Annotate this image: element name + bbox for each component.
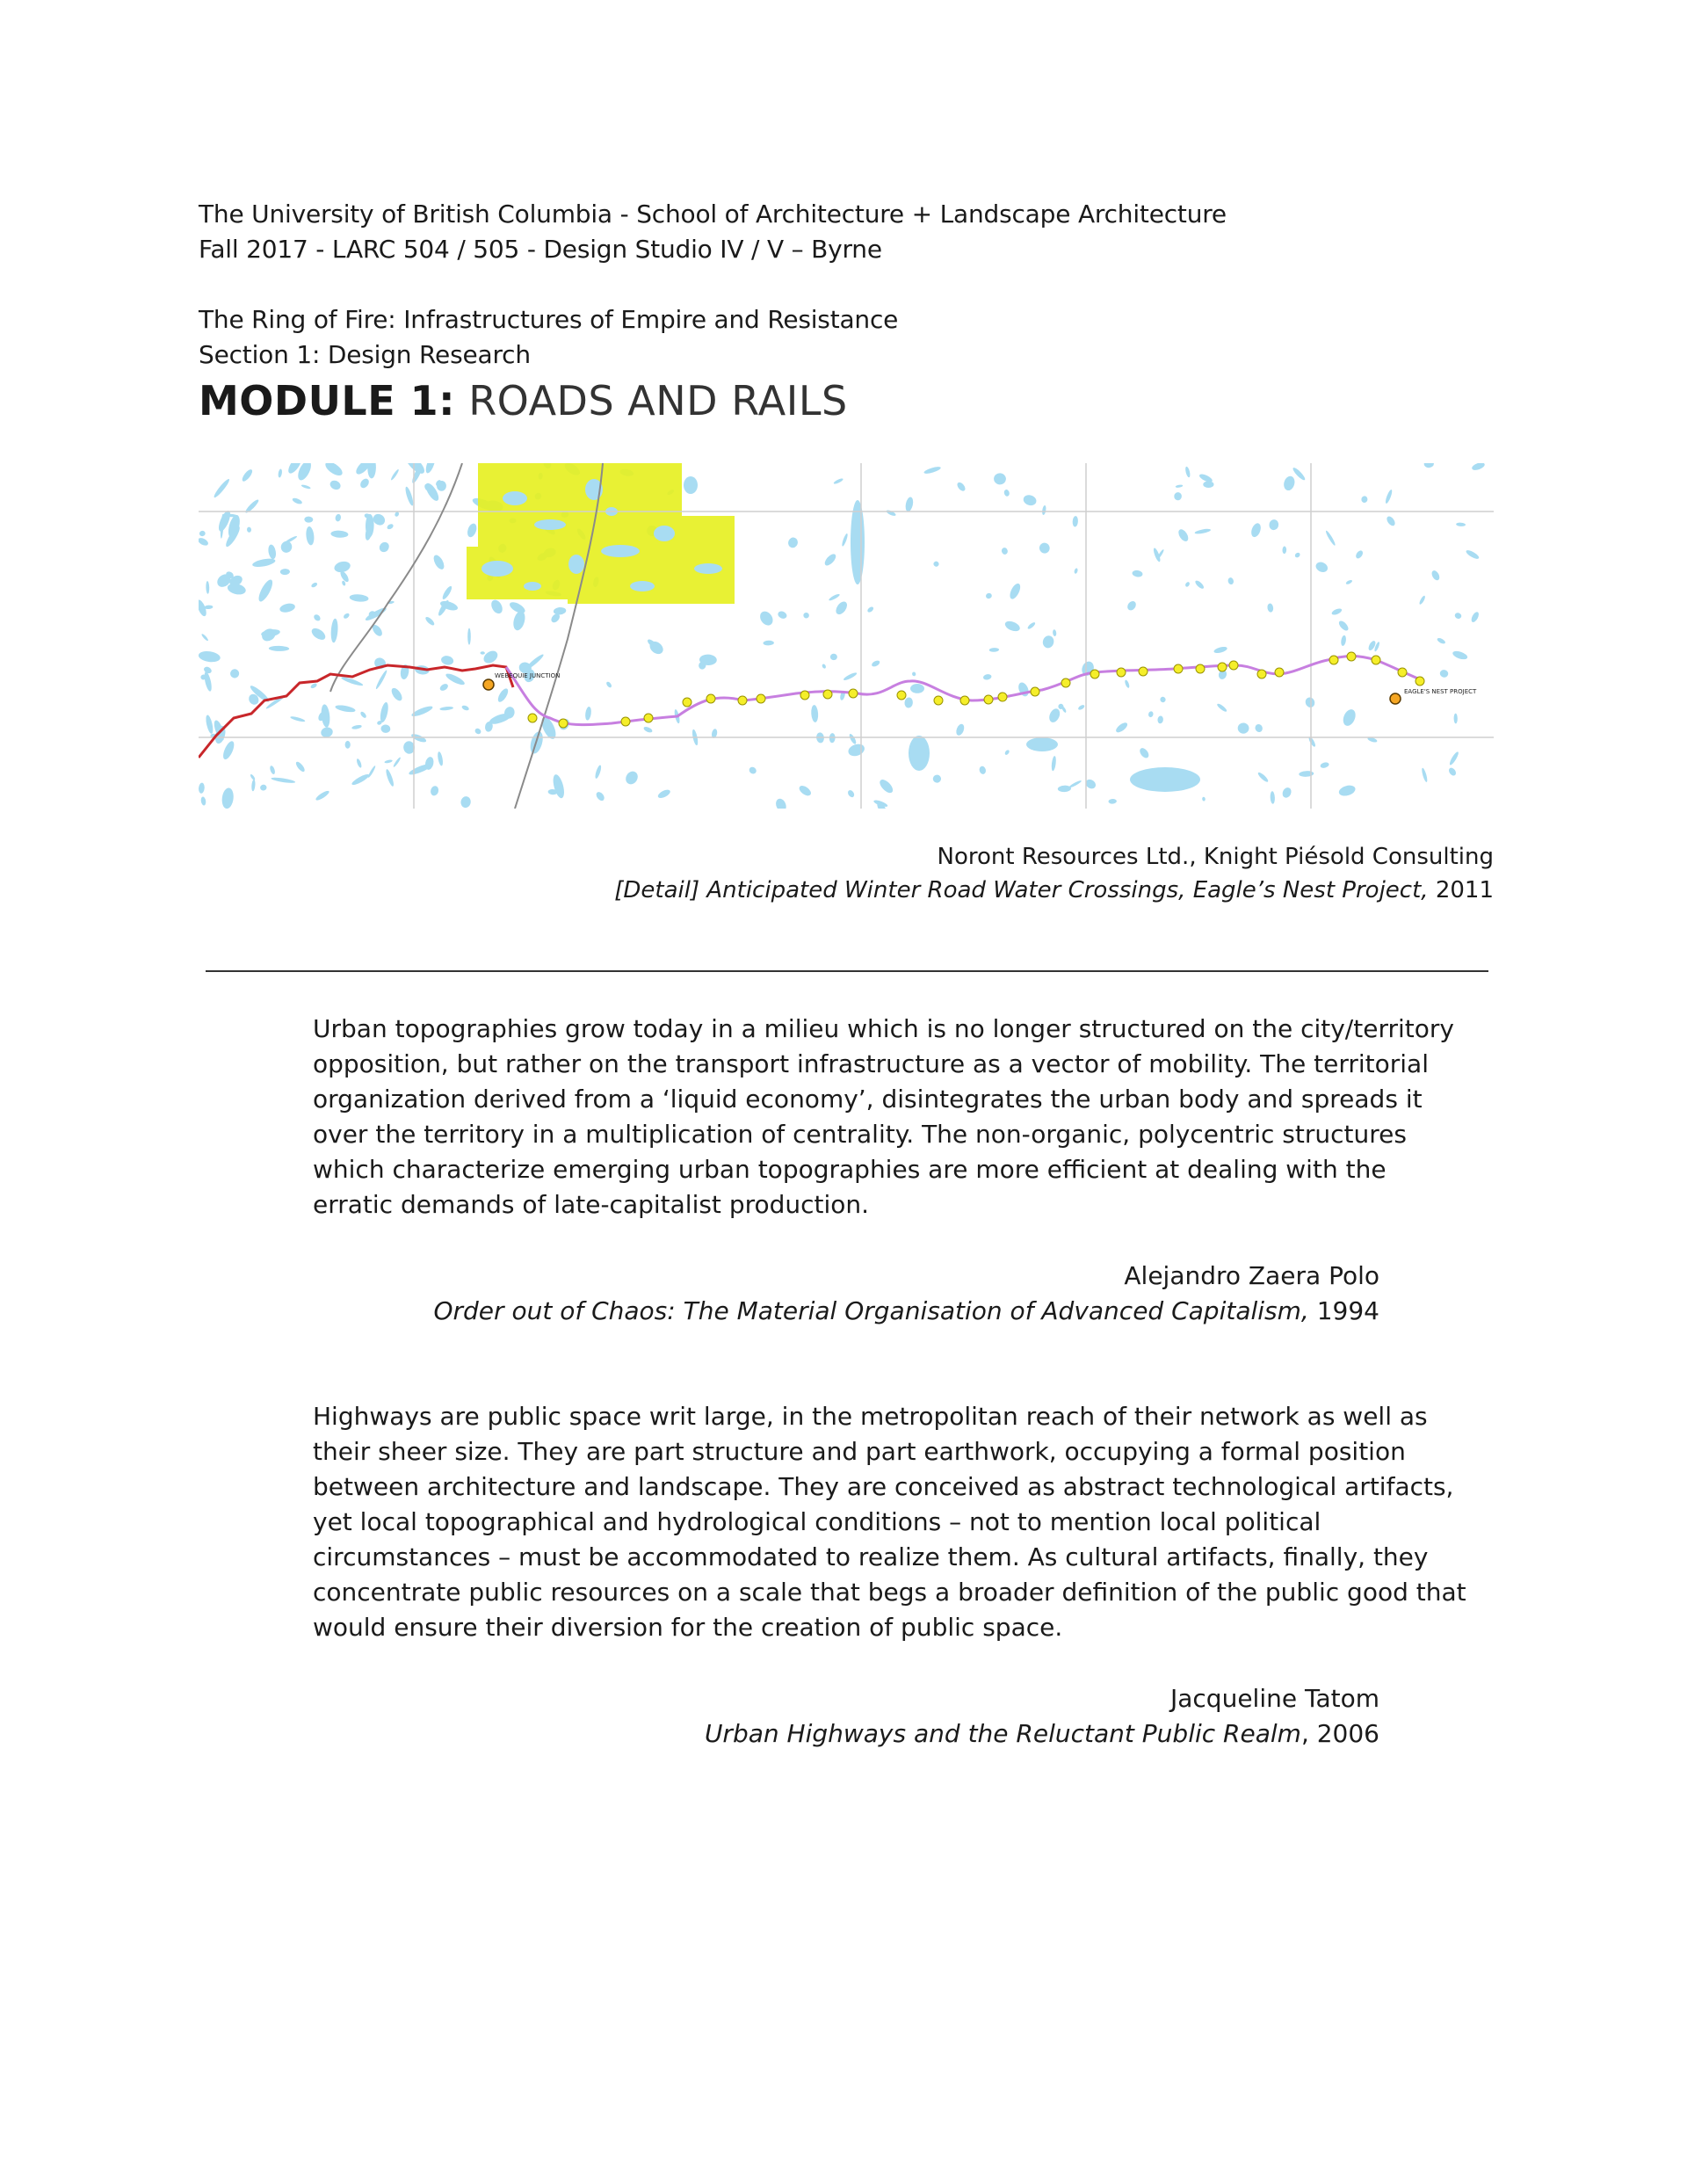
lake (1437, 637, 1446, 645)
lake (474, 727, 481, 735)
lake (1385, 489, 1394, 504)
lake (1470, 611, 1481, 623)
lake (445, 671, 466, 686)
lake (886, 509, 897, 517)
section-line: Section 1: Design Research (199, 340, 531, 369)
lake (199, 536, 209, 547)
lake (292, 497, 303, 504)
lake (480, 651, 485, 655)
lake (777, 610, 788, 620)
lake (290, 715, 306, 722)
lake (843, 671, 858, 682)
map-caption (439, 874, 1494, 907)
lake (1268, 519, 1279, 531)
lake (989, 648, 1000, 652)
lake (595, 790, 606, 802)
lake (267, 544, 277, 560)
quote-line: over the territory in a multiplication of centrality. The non-organic, polycentric structures (313, 1120, 1407, 1149)
webequie-junction-label: WEBEQUIE JUNCTION (495, 672, 561, 679)
lake (345, 741, 351, 749)
quote1-author: Alejandro Zaera Polo (1124, 1261, 1379, 1290)
lake (1423, 463, 1434, 468)
lake (1282, 546, 1286, 554)
lake (982, 673, 992, 680)
lake (1430, 570, 1441, 582)
lake (1114, 721, 1129, 734)
lake (878, 778, 895, 795)
quote-line: Urban topographies grow today in a milieu which is no longer structured on the city/territory (313, 1014, 1454, 1043)
lake (313, 613, 322, 622)
lakes-layer (199, 463, 1486, 809)
lake (956, 481, 967, 492)
lake (410, 732, 427, 744)
lake (466, 522, 478, 538)
lake (847, 789, 856, 799)
lake (833, 477, 844, 484)
lake (257, 577, 276, 603)
lake (605, 681, 612, 689)
lake (1337, 784, 1356, 798)
lake (1456, 522, 1466, 526)
lake (310, 582, 318, 589)
lake (554, 606, 567, 615)
lake (241, 468, 254, 483)
lake (440, 655, 454, 666)
lake (1340, 635, 1346, 646)
quote-line: opposition, but rather on the transport infrastructure as a vector of mobility. The territorial (313, 1049, 1429, 1078)
lake (271, 776, 295, 784)
lake (1453, 714, 1457, 724)
quote-line: circumstances – must be accommodated to realize them. As cultural artifacts, finally, they (313, 1542, 1429, 1571)
lake (1465, 548, 1480, 560)
lake (335, 513, 342, 522)
lake (280, 569, 290, 575)
lake (1041, 505, 1046, 516)
lake (656, 788, 671, 800)
lake (1159, 696, 1166, 704)
lake (1126, 599, 1138, 612)
lake (932, 774, 942, 784)
lake (1256, 771, 1269, 783)
winter-road-map (199, 463, 1494, 809)
lake (1061, 706, 1067, 714)
lake (199, 650, 221, 664)
lake (994, 473, 1007, 485)
lake (1132, 570, 1143, 577)
lake (774, 797, 788, 809)
lake (378, 541, 391, 555)
lake (1386, 515, 1397, 527)
lake (1108, 799, 1117, 804)
lake (269, 765, 276, 774)
lake (923, 466, 942, 475)
lake (1184, 581, 1191, 587)
lake (213, 477, 231, 498)
lake (1452, 649, 1468, 661)
quote1-source-title: Order out of Chaos: The Material Organisation of Advanced Capitalism, (433, 1296, 1309, 1325)
lake (1448, 751, 1459, 765)
lake (206, 581, 209, 594)
lake (1047, 707, 1062, 723)
lake (438, 683, 449, 693)
quote2-source (237, 1716, 1379, 1752)
institution-line: The University of British Columbia - School of Architecture + Landscape Architecture (199, 200, 1227, 229)
quote-zaera-polo (313, 1012, 1454, 1223)
lake (1299, 771, 1314, 777)
lake (1177, 527, 1190, 542)
lake (1325, 530, 1336, 547)
lake (199, 530, 206, 537)
lake (551, 773, 566, 800)
lake (221, 740, 236, 761)
lake (1454, 612, 1463, 620)
lake (250, 773, 256, 780)
lake (584, 707, 592, 721)
studio-title: The Ring of Fire: Infrastructures of Empire and Resistance (199, 305, 899, 334)
lake (1337, 620, 1350, 633)
lake (247, 526, 252, 533)
lake (1361, 496, 1368, 503)
lake (351, 773, 371, 787)
lake (260, 784, 267, 791)
lake (386, 523, 394, 530)
lake (1254, 723, 1263, 734)
map-caption-year: 2011 (1428, 877, 1494, 903)
lake (594, 765, 602, 780)
lake (359, 711, 367, 719)
lake (251, 780, 256, 792)
lake (1138, 746, 1150, 759)
lake (1130, 767, 1200, 792)
quote-line: would ensure their diversion for the creation of public space. (313, 1613, 1063, 1642)
lake (841, 533, 849, 547)
quote2-author: Jacqueline Tatom (1170, 1684, 1379, 1713)
lake (830, 654, 837, 661)
lake (323, 463, 344, 478)
lake (203, 671, 213, 693)
lake (1001, 547, 1009, 555)
lake (380, 724, 390, 733)
map-graphic (199, 463, 1494, 809)
module-name: ROADS AND RAILS (468, 377, 848, 424)
lake (437, 751, 444, 766)
lake (305, 526, 315, 546)
lake (294, 760, 306, 773)
lake (329, 479, 342, 491)
lake (912, 671, 916, 677)
lake (320, 704, 330, 728)
lake (1421, 767, 1428, 782)
eagles-nest-label: EAGLE'S NEST PROJECT (1404, 688, 1477, 695)
lake (904, 697, 914, 708)
map-grid (199, 463, 1494, 809)
lake (643, 726, 654, 734)
lake (1003, 620, 1021, 634)
lake (439, 706, 453, 711)
lake (1004, 749, 1010, 755)
lake (1282, 475, 1296, 491)
lake (829, 593, 841, 602)
lake (847, 742, 866, 758)
lake (279, 540, 293, 555)
document-header (199, 197, 1499, 427)
lake (310, 683, 318, 690)
lake (461, 705, 470, 712)
lake (1041, 635, 1055, 649)
quote-line: which characterize emerging urban topographies are more efficient at dealing with the (313, 1155, 1387, 1184)
map-caption-title: [Detail] Anticipated Winter Road Water Crossings, Eagle’s Nest Project, (614, 877, 1429, 903)
lake (1249, 522, 1263, 539)
lake (1471, 463, 1486, 472)
lake (1026, 621, 1036, 630)
lake (390, 468, 400, 481)
lake (932, 561, 939, 568)
lake (269, 646, 290, 651)
lake (424, 463, 438, 475)
quote2-source-year: , 2006 (1300, 1719, 1379, 1748)
lake (904, 497, 914, 512)
lake (460, 795, 471, 809)
lake (1345, 579, 1353, 585)
lake (1447, 766, 1457, 777)
lake (1176, 484, 1184, 488)
lake (320, 726, 334, 738)
lake (1314, 560, 1329, 574)
lake (431, 554, 446, 571)
lake (489, 598, 505, 615)
lake (315, 789, 330, 802)
lake (1022, 494, 1038, 507)
lake (848, 733, 858, 745)
lake (1331, 607, 1343, 616)
module-title (199, 374, 1499, 427)
lake (304, 516, 313, 522)
lake (1124, 679, 1130, 689)
lake (1194, 528, 1211, 535)
lake (1074, 568, 1078, 574)
lake (1184, 466, 1191, 477)
lake (1267, 603, 1274, 613)
lake (811, 705, 819, 722)
lake (309, 626, 327, 642)
lake (1355, 549, 1365, 560)
lake (1174, 492, 1183, 501)
lake (343, 613, 351, 620)
lake (1053, 629, 1057, 636)
lake (525, 653, 545, 671)
lake (1237, 722, 1249, 734)
lake (467, 628, 471, 645)
lake (441, 585, 453, 601)
lake (1213, 646, 1228, 655)
lake (201, 633, 209, 642)
lake (748, 765, 757, 775)
quote-line: organization derived from a ‘liquid economy’, disintegrates the urban body and spreads it (313, 1085, 1423, 1114)
quote-line: Highways are public space writ large, in the metropolitan reach of their network as well as (313, 1402, 1428, 1431)
lake (351, 724, 362, 729)
lake (1270, 791, 1275, 804)
lake (1051, 756, 1057, 772)
lake (1320, 761, 1329, 769)
quote2-source-title: Urban Highways and the Reluctant Public Realm (704, 1719, 1301, 1748)
lake (798, 784, 813, 798)
lake (1294, 552, 1301, 559)
lake (330, 618, 339, 642)
lake (1008, 582, 1023, 600)
lake (1202, 796, 1206, 801)
lake (1003, 489, 1010, 497)
lake (1203, 481, 1213, 488)
lake (1304, 696, 1316, 709)
lake (1157, 715, 1163, 724)
quote-line: erratic demands of late-capitalist production. (313, 1190, 870, 1219)
lake (335, 704, 356, 714)
lake (1148, 711, 1154, 718)
lake (1341, 707, 1358, 728)
lake (205, 715, 214, 735)
lake (866, 606, 874, 613)
lake (1072, 516, 1078, 527)
module-number: MODULE 1: (199, 377, 456, 424)
quote-tatom (313, 1399, 1466, 1645)
lake (279, 602, 295, 613)
lake (385, 768, 395, 787)
lake (834, 599, 850, 616)
lake (1281, 786, 1293, 799)
lake (757, 609, 775, 628)
lake (1026, 737, 1058, 751)
lake (871, 659, 880, 668)
lake (384, 759, 393, 764)
lake (763, 641, 774, 646)
lake (851, 500, 865, 584)
lake (278, 468, 283, 478)
lake (511, 610, 527, 632)
lake (199, 782, 205, 794)
lake (1418, 595, 1426, 606)
lake (374, 670, 387, 690)
lake (909, 736, 930, 771)
lake (1058, 785, 1072, 792)
quote-line: concentrate public resources on a scale that begs a broader definition of the public good that (313, 1578, 1466, 1607)
lake (349, 593, 368, 602)
quote1-source-year: 1994 (1308, 1296, 1379, 1325)
quote-line: yet local topographical and hydrological conditions – not to mention local political (313, 1507, 1321, 1536)
lake (227, 582, 247, 596)
lake (393, 757, 402, 768)
lake (496, 687, 510, 704)
lake (1227, 577, 1234, 584)
lake (1038, 541, 1052, 555)
lake (1194, 579, 1205, 590)
lake (379, 701, 389, 722)
quote1-source (237, 1294, 1379, 1329)
lake (979, 765, 987, 775)
lake (404, 486, 415, 506)
quote-line: their sheer size. They are part structure and part earthwork, occupying a formal position (313, 1437, 1406, 1466)
lake (802, 612, 810, 620)
lake (358, 477, 371, 490)
lake (822, 664, 827, 670)
lake (300, 484, 311, 490)
lake (200, 796, 206, 806)
lake (955, 723, 966, 737)
lake (786, 536, 799, 549)
lake (985, 592, 992, 599)
lake (623, 769, 640, 787)
lake (356, 758, 363, 769)
lake (823, 552, 838, 567)
lake (389, 686, 404, 703)
lake (1439, 669, 1449, 678)
lake (333, 560, 351, 574)
course-line: Fall 2017 - LARC 504 / 505 - Design Studio IV / V – Byrne (199, 235, 882, 264)
existing-road (199, 665, 513, 758)
lake (481, 649, 500, 666)
lake (424, 615, 436, 627)
map-credit: Noront Resources Ltd., Knight Piésold Consulting (937, 844, 1494, 870)
lake (430, 785, 439, 796)
lake (221, 787, 235, 809)
lake (330, 530, 348, 538)
section-divider (206, 970, 1488, 972)
lake (1077, 704, 1085, 711)
lake (910, 684, 924, 693)
proposed-road (506, 657, 1424, 725)
lake (229, 668, 241, 679)
lake (1216, 702, 1227, 713)
quote-line: between architecture and landscape. They are conceived as abstract technological artifacts, (313, 1472, 1454, 1501)
